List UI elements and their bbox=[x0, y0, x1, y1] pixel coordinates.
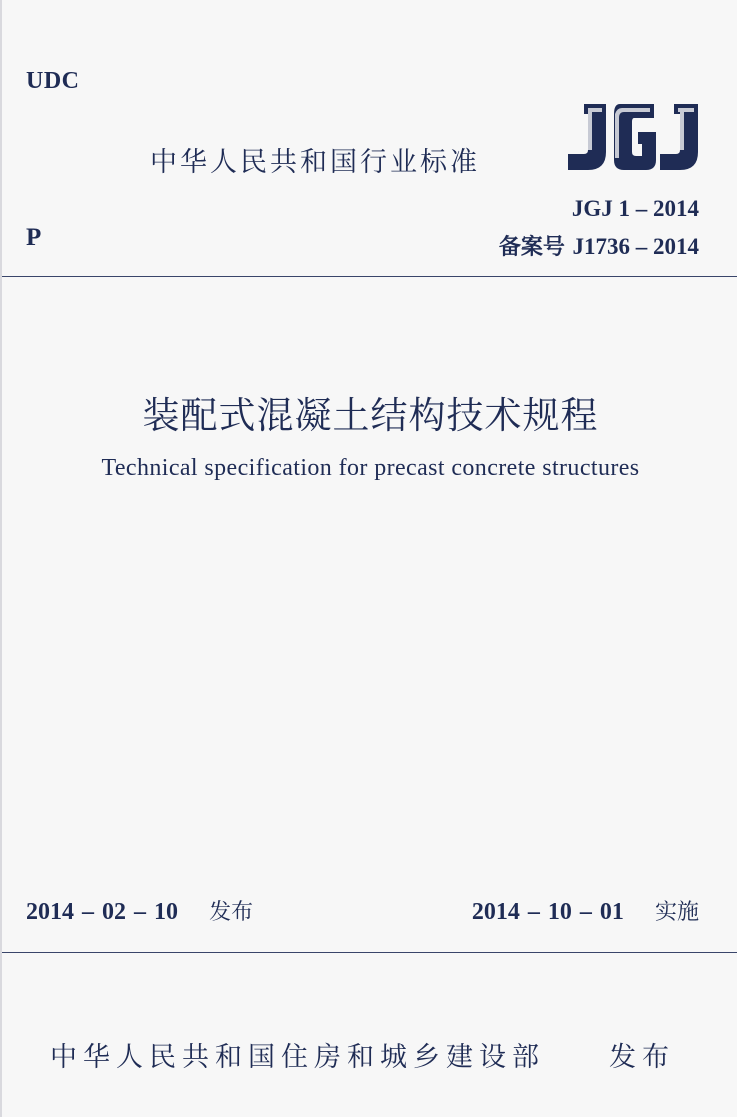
record-code: J1736 – 2014 bbox=[572, 234, 699, 259]
record-label: 备案号 bbox=[498, 235, 565, 260]
implement-date-line bbox=[472, 895, 699, 926]
issue-label: 发布 bbox=[209, 900, 254, 925]
issue-date: 2014 – 02 – 10 bbox=[26, 899, 178, 925]
record-number bbox=[499, 230, 699, 261]
top-divider bbox=[2, 276, 737, 277]
implement-label: 实施 bbox=[654, 900, 699, 925]
bottom-divider bbox=[2, 952, 737, 953]
document-title-english: Technical specification for precast concrete structures bbox=[101, 455, 640, 481]
issuing-authority: 中华人民共和国住房和城乡建设部 bbox=[50, 1042, 545, 1073]
category-label: P bbox=[26, 224, 42, 251]
standard-code: JGJ 1 – 2014 bbox=[571, 196, 699, 221]
jgj-logo-icon bbox=[562, 100, 704, 174]
issuing-action: 发布 bbox=[609, 1042, 675, 1073]
udc-label: UDC bbox=[26, 68, 80, 94]
implement-date: 2014 – 10 – 01 bbox=[471, 899, 624, 925]
document-title-chinese: 装配式混凝土结构技术规程 bbox=[142, 394, 599, 437]
issue-date-line bbox=[26, 895, 253, 926]
standard-type-heading: 中华人民共和国行业标准 bbox=[150, 147, 480, 178]
